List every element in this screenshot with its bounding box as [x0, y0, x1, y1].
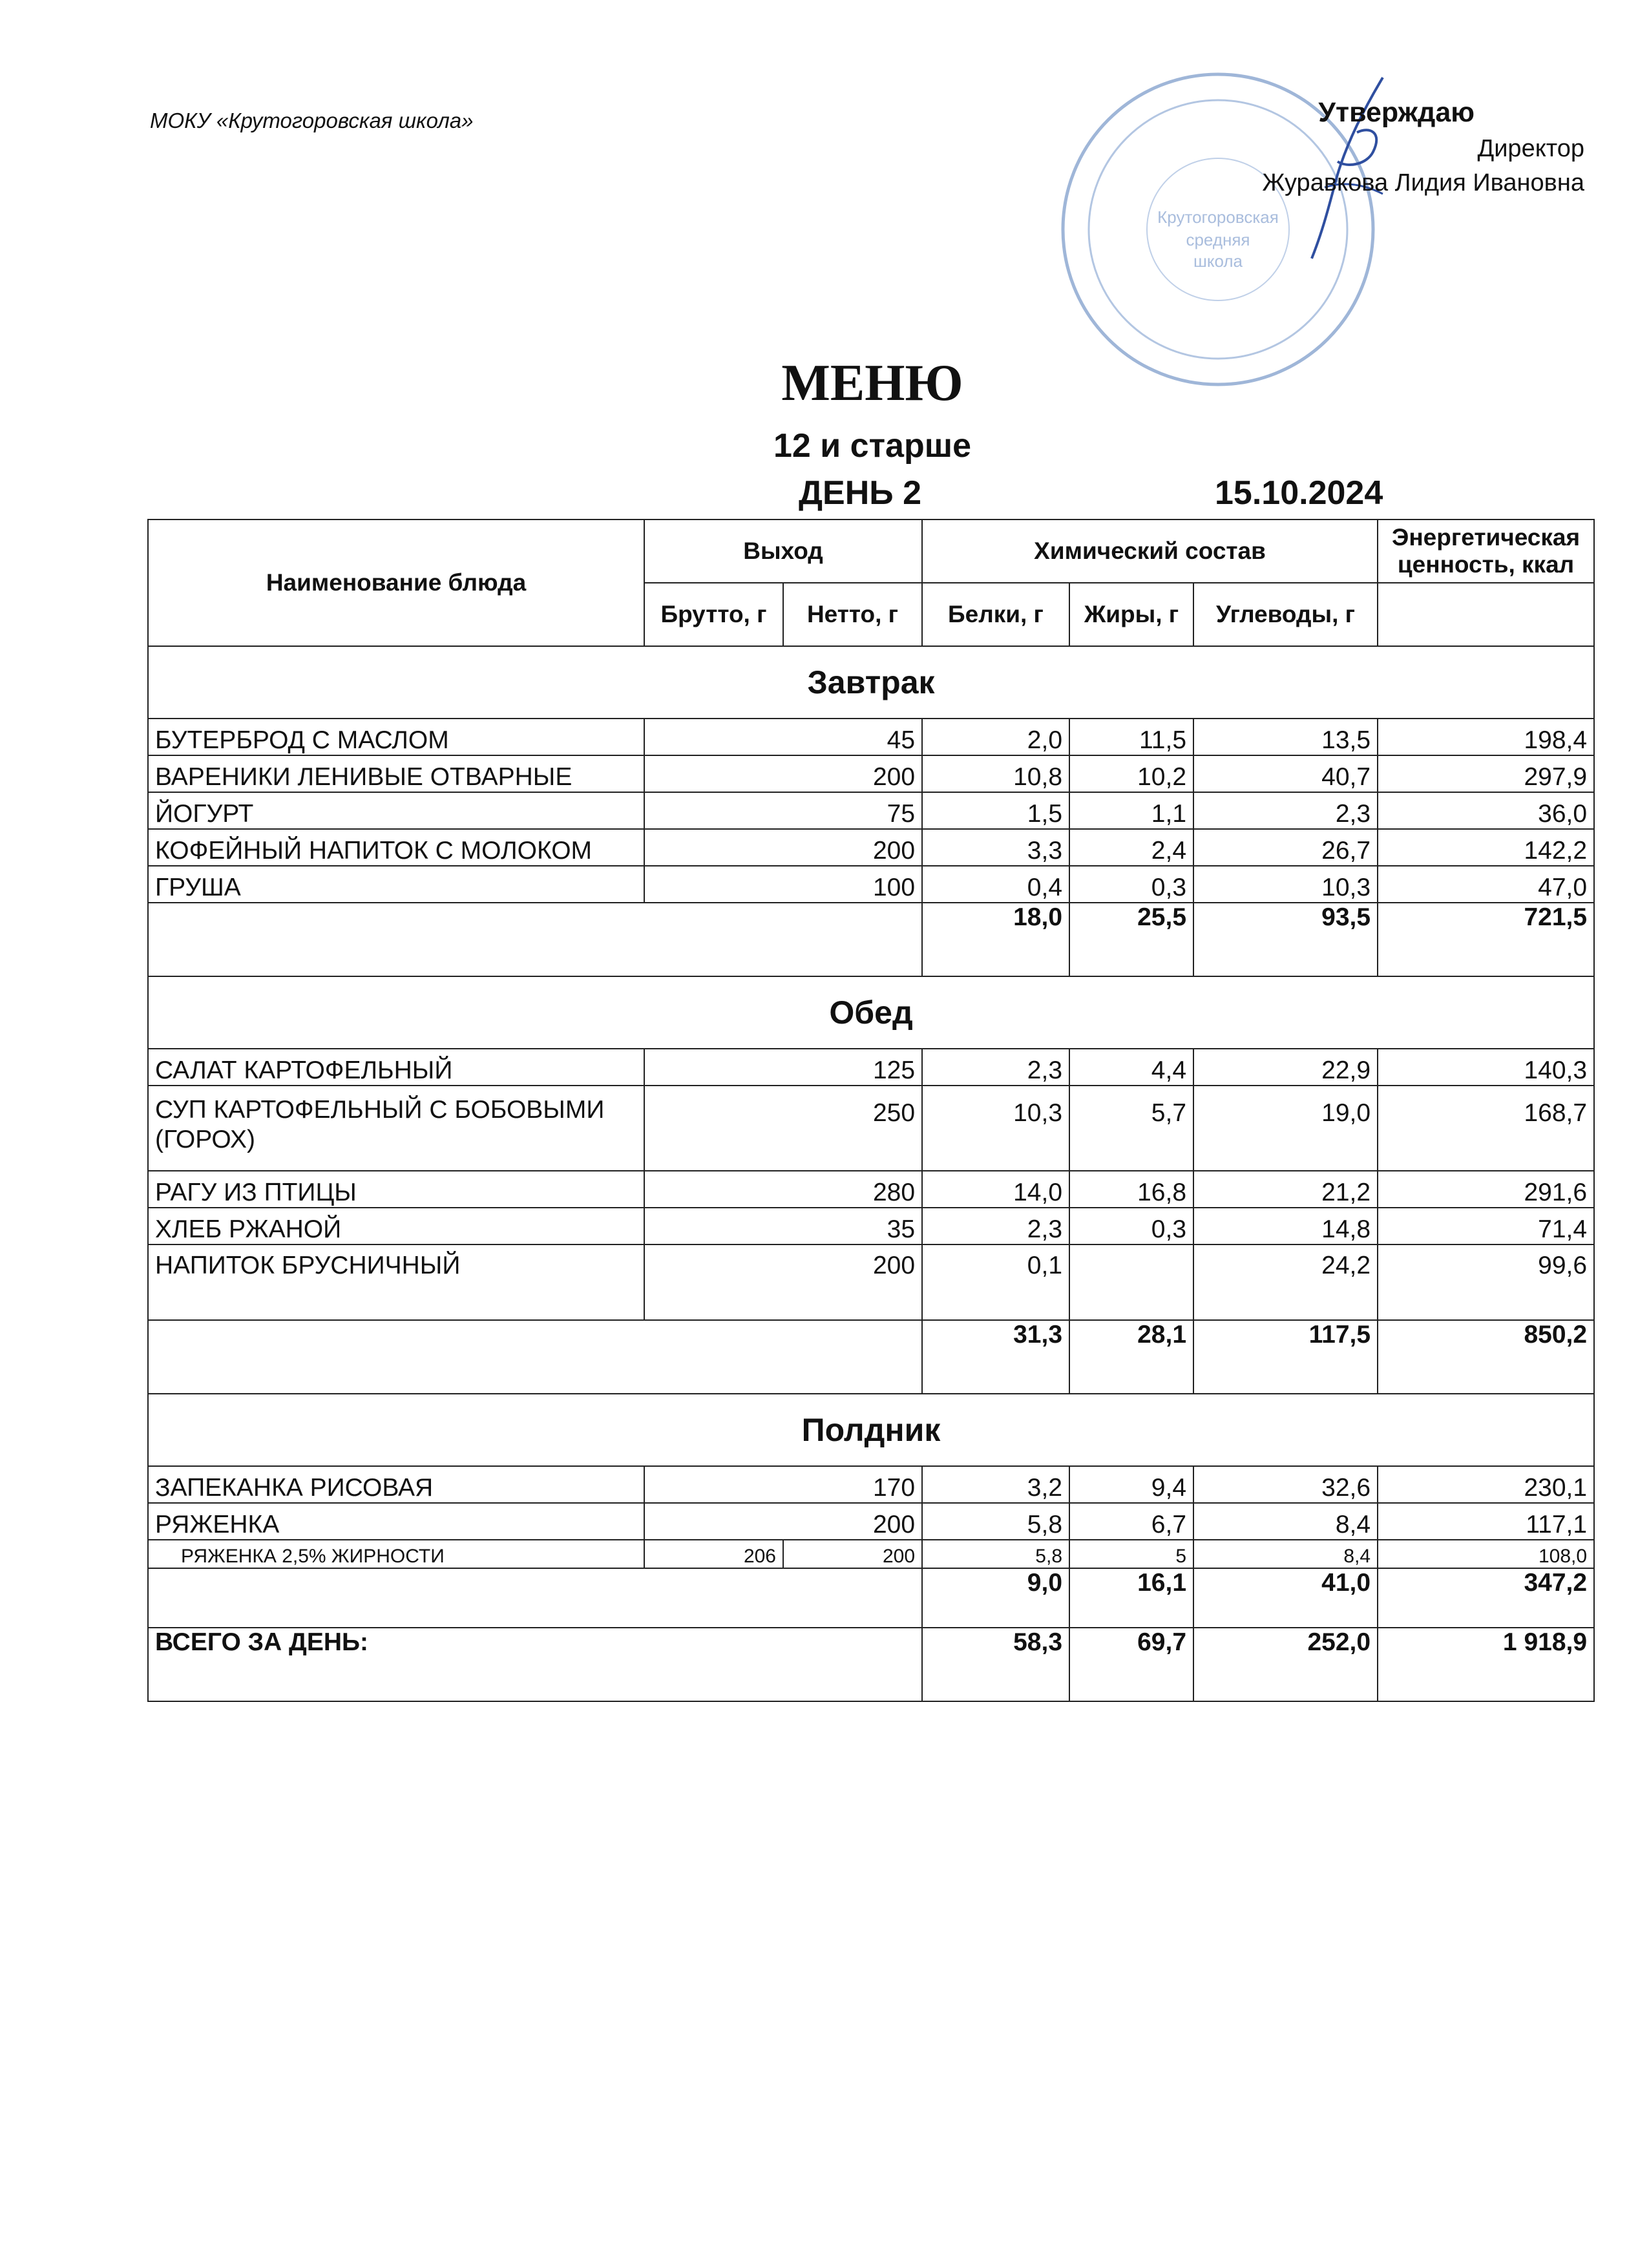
- dish-energy: 36,0: [1378, 792, 1594, 829]
- dish-energy: 140,3: [1378, 1049, 1594, 1086]
- dish-name: САЛАТ КАРТОФЕЛЬНЫЙ: [148, 1049, 644, 1086]
- dish-protein: 2,0: [922, 719, 1069, 755]
- ingredient-protein: 5,8: [922, 1540, 1069, 1568]
- total-blank: [148, 1320, 922, 1394]
- dish-netto: 170: [644, 1466, 922, 1503]
- total-blank: [148, 1568, 922, 1628]
- dish-energy: 47,0: [1378, 866, 1594, 903]
- table-row: [148, 1466, 1594, 1503]
- header-energy: Энергетическая ценность, ккал: [1378, 520, 1594, 583]
- dish-netto: 75: [644, 792, 922, 829]
- dish-protein: 10,8: [922, 755, 1069, 792]
- dish-protein: 2,3: [922, 1049, 1069, 1086]
- table-row: [148, 1208, 1594, 1244]
- approval-block: [1003, 97, 1584, 197]
- snack-total-row: [148, 1568, 1594, 1628]
- menu-date: 15.10.2024: [1215, 474, 1383, 512]
- dish-carbs: 26,7: [1193, 829, 1378, 866]
- dish-protein: 2,3: [922, 1208, 1069, 1244]
- dish-carbs: 13,5: [1193, 719, 1378, 755]
- dish-energy: 99,6: [1378, 1244, 1594, 1320]
- total-carbs: 41,0: [1193, 1568, 1378, 1628]
- section-snack: [148, 1394, 1594, 1466]
- dish-netto: 250: [644, 1086, 922, 1171]
- dish-fat: 0,3: [1069, 866, 1193, 903]
- dish-name: РАГУ ИЗ ПТИЦЫ: [148, 1171, 644, 1208]
- breakfast-total-row: [148, 903, 1594, 976]
- dish-fat: [1069, 1244, 1193, 1320]
- ingredient-name: [148, 1540, 644, 1568]
- ingredient-name-text: РЯЖЕНКА 2,5% ЖИРНОСТИ: [181, 1546, 445, 1567]
- dish-carbs: 24,2: [1193, 1244, 1378, 1320]
- grand-total-fat: 69,7: [1069, 1628, 1193, 1701]
- dish-energy: 117,1: [1378, 1503, 1594, 1540]
- dish-netto: 125: [644, 1049, 922, 1086]
- header-netto: Нетто, г: [783, 583, 922, 646]
- dish-protein: 3,3: [922, 829, 1069, 866]
- section-title: Обед: [148, 976, 1594, 1049]
- dish-fat: 10,2: [1069, 755, 1193, 792]
- dish-fat: 9,4: [1069, 1466, 1193, 1503]
- grand-total-protein: 58,3: [922, 1628, 1069, 1701]
- dish-name: СУП КАРТОФЕЛЬНЫЙ С БОБОВЫМИ (ГОРОХ): [148, 1086, 644, 1171]
- total-protein: 9,0: [922, 1568, 1069, 1628]
- total-fat: 25,5: [1069, 903, 1193, 976]
- dish-netto: 200: [644, 1244, 922, 1320]
- table-row: [148, 755, 1594, 792]
- table-row: [148, 792, 1594, 829]
- total-carbs: 117,5: [1193, 1320, 1378, 1394]
- table-row: [148, 1171, 1594, 1208]
- page-title: МЕНЮ: [781, 355, 963, 412]
- dish-netto: 45: [644, 719, 922, 755]
- dish-fat: 1,1: [1069, 792, 1193, 829]
- table-row: [148, 1244, 1594, 1320]
- dish-energy: 297,9: [1378, 755, 1594, 792]
- grand-total-carbs: 252,0: [1193, 1628, 1378, 1701]
- header-output: Выход: [644, 520, 922, 583]
- dish-fat: 0,3: [1069, 1208, 1193, 1244]
- header-carbs: Углеводы, г: [1193, 583, 1378, 646]
- total-blank: [148, 903, 922, 976]
- approve-label: Утверждаю: [1318, 97, 1475, 128]
- dish-carbs: 8,4: [1193, 1503, 1378, 1540]
- dish-fat: 4,4: [1069, 1049, 1193, 1086]
- header-chem: Химический состав: [922, 520, 1378, 583]
- dish-name: ЙОГУРТ: [148, 792, 644, 829]
- ingredient-fat: 5: [1069, 1540, 1193, 1568]
- dish-carbs: 22,9: [1193, 1049, 1378, 1086]
- section-title: Полдник: [148, 1394, 1594, 1466]
- dish-fat: 5,7: [1069, 1086, 1193, 1171]
- dish-name: НАПИТОК БРУСНИЧНЫЙ: [148, 1244, 644, 1320]
- section-breakfast: [148, 646, 1594, 719]
- total-protein: 18,0: [922, 903, 1069, 976]
- dish-fat: 16,8: [1069, 1171, 1193, 1208]
- dish-energy: 168,7: [1378, 1086, 1594, 1171]
- total-fat: 16,1: [1069, 1568, 1193, 1628]
- total-carbs: 93,5: [1193, 903, 1378, 976]
- lunch-total-row: [148, 1320, 1594, 1394]
- ingredient-netto: 200: [783, 1540, 922, 1568]
- total-energy: 850,2: [1378, 1320, 1594, 1394]
- table-row: [148, 866, 1594, 903]
- dish-protein: 0,4: [922, 866, 1069, 903]
- header-protein: Белки, г: [922, 583, 1069, 646]
- dish-protein: 5,8: [922, 1503, 1069, 1540]
- dish-name: КОФЕЙНЫЙ НАПИТОК С МОЛОКОМ: [148, 829, 644, 866]
- header-energy-blank: [1378, 583, 1594, 646]
- table-subrow: [148, 1540, 1594, 1568]
- dish-energy: 198,4: [1378, 719, 1594, 755]
- dish-name: БУТЕРБРОД С МАСЛОМ: [148, 719, 644, 755]
- dish-energy: 230,1: [1378, 1466, 1594, 1503]
- ingredient-energy: 108,0: [1378, 1540, 1594, 1568]
- dish-protein: 0,1: [922, 1244, 1069, 1320]
- age-group: 12 и старше: [773, 427, 972, 465]
- section-lunch: [148, 976, 1594, 1049]
- header-brutto: Брутто, г: [644, 583, 783, 646]
- ingredient-brutto: 206: [644, 1540, 783, 1568]
- director-position: Директор: [1477, 135, 1584, 162]
- table-row: [148, 829, 1594, 866]
- dish-name: ХЛЕБ РЖАНОЙ: [148, 1208, 644, 1244]
- dish-netto: 100: [644, 866, 922, 903]
- dish-netto: 200: [644, 829, 922, 866]
- dish-protein: 3,2: [922, 1466, 1069, 1503]
- svg-text:школа: школа: [1193, 251, 1243, 271]
- dish-fat: 11,5: [1069, 719, 1193, 755]
- dish-protein: 14,0: [922, 1171, 1069, 1208]
- director-name: Журавкова Лидия Ивановна: [1262, 169, 1584, 196]
- dish-energy: 291,6: [1378, 1171, 1594, 1208]
- grand-total-label: ВСЕГО ЗА ДЕНЬ:: [148, 1628, 922, 1701]
- total-protein: 31,3: [922, 1320, 1069, 1394]
- dish-name: ВАРЕНИКИ ЛЕНИВЫЕ ОТВАРНЫЕ: [148, 755, 644, 792]
- svg-text:средняя: средняя: [1186, 230, 1250, 249]
- dish-protein: 1,5: [922, 792, 1069, 829]
- section-title: Завтрак: [148, 646, 1594, 719]
- dish-carbs: 21,2: [1193, 1171, 1378, 1208]
- dish-carbs: 14,8: [1193, 1208, 1378, 1244]
- dish-protein: 10,3: [922, 1086, 1069, 1171]
- grand-total-row: [148, 1628, 1594, 1701]
- table-row: [148, 1049, 1594, 1086]
- dish-carbs: 40,7: [1193, 755, 1378, 792]
- header-dish-name: Наименование блюда: [148, 520, 644, 646]
- header-fat: Жиры, г: [1069, 583, 1193, 646]
- ingredient-carbs: 8,4: [1193, 1540, 1378, 1568]
- svg-text:Крутогоровская: Крутогоровская: [1157, 207, 1279, 227]
- grand-total-energy: 1 918,9: [1378, 1628, 1594, 1701]
- dish-fat: 6,7: [1069, 1503, 1193, 1540]
- total-fat: 28,1: [1069, 1320, 1193, 1394]
- table-row: [148, 1503, 1594, 1540]
- dish-energy: 142,2: [1378, 829, 1594, 866]
- dish-fat: 2,4: [1069, 829, 1193, 866]
- dish-carbs: 19,0: [1193, 1086, 1378, 1171]
- dish-carbs: 32,6: [1193, 1466, 1378, 1503]
- dish-name: ГРУША: [148, 866, 644, 903]
- dish-name: РЯЖЕНКА: [148, 1503, 644, 1540]
- total-energy: 347,2: [1378, 1568, 1594, 1628]
- dish-energy: 71,4: [1378, 1208, 1594, 1244]
- dish-carbs: 2,3: [1193, 792, 1378, 829]
- dish-netto: 280: [644, 1171, 922, 1208]
- table-row: [148, 719, 1594, 755]
- table-row: [148, 1086, 1594, 1171]
- dish-carbs: 10,3: [1193, 866, 1378, 903]
- dish-name: ЗАПЕКАНКА РИСОВАЯ: [148, 1466, 644, 1503]
- dish-netto: 200: [644, 755, 922, 792]
- dish-netto: 35: [644, 1208, 922, 1244]
- day-label: ДЕНЬ 2: [799, 474, 922, 512]
- dish-netto: 200: [644, 1503, 922, 1540]
- table-header-row: [148, 520, 1594, 583]
- total-energy: 721,5: [1378, 903, 1594, 976]
- organization-name: МОКУ «Крутогоровская школа»: [150, 109, 474, 132]
- menu-table: [147, 519, 1595, 1702]
